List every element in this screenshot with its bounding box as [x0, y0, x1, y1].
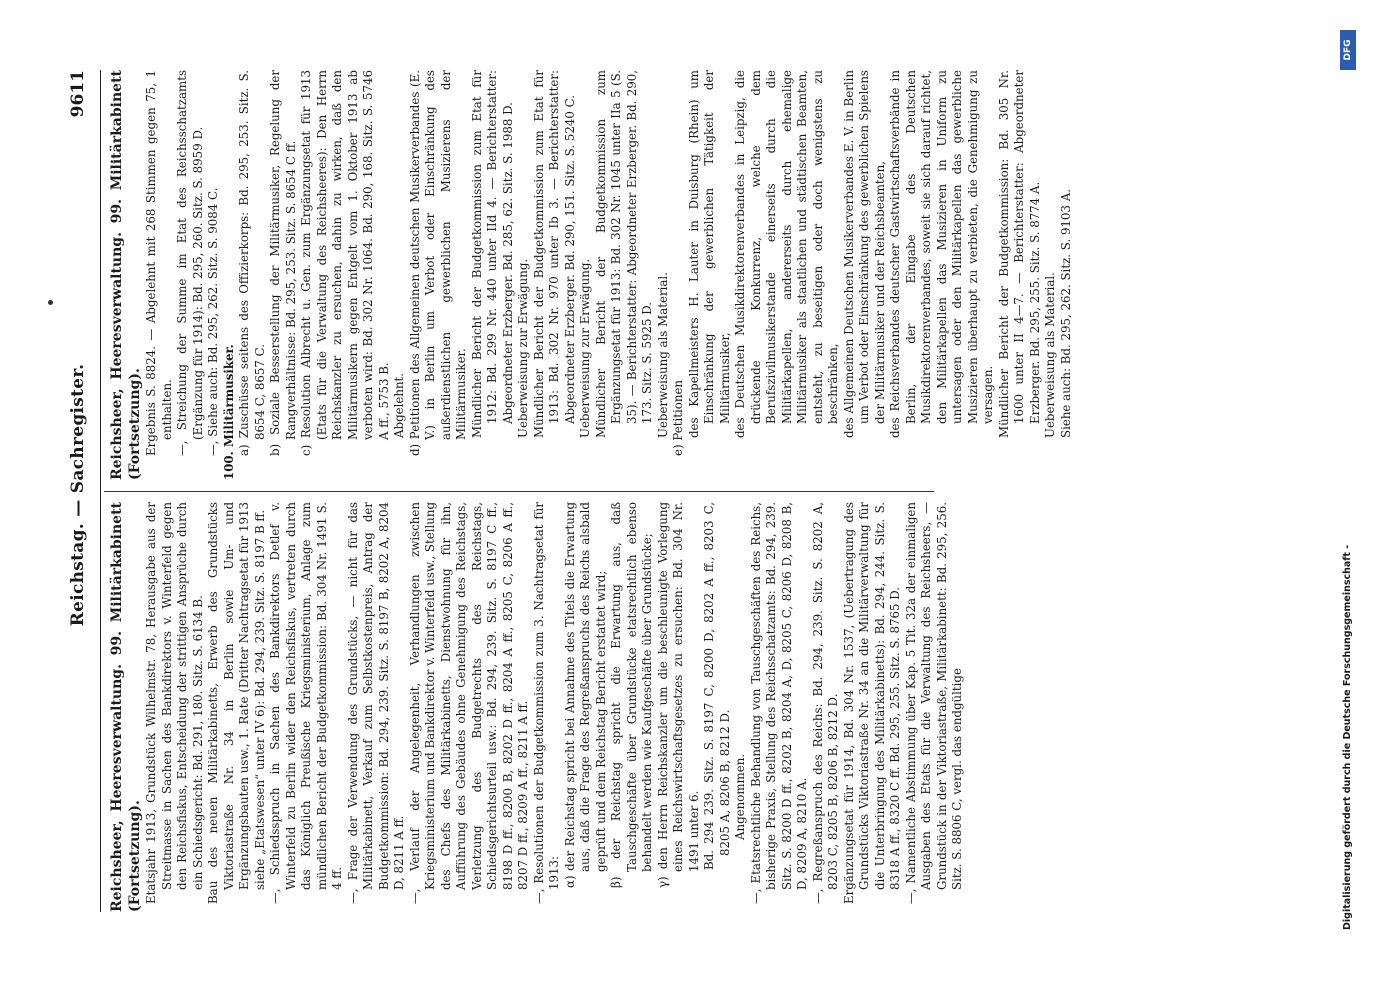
index-entry: a) Zuschüsse seitens des Offizierkorps: Bd. 295, 253. Sitz. S. 8654 C, 8657 C.: [237, 70, 267, 456]
index-entry: α) der Reichstag spricht bei Annahme des Titels die Erwartung aus, daß die Frage des Regreßanspruchs des Reichs alsbald geprüft und dem Reichstag Bericht erstattet wird;: [562, 502, 608, 888]
index-entry: c) Resolution Albrecht u. Gen. zum Ergänzungsetat für 1913 (Etats für die Verwaltung des Reichsheeres): Den Herrn Reichskanzler zu ersuchen, dahin zu wirken, daß den Militärmusikern gegen Entgelt vom 1. Oktober 1913 ab verboten wird: Bd. 302 Nr. 1064. Bd. 290, 168. Sitz. S. 5746 A ff., 5753 B.: [299, 70, 391, 456]
index-entry: β) der Reichstag spricht die Erwartung aus, daß Tauschgeschäfte über Grundstücke etatsrechtlich ebenso behandelt werden wie Kaufgeschäfte über Grundstücke;: [609, 502, 654, 888]
index-entry: Bau des neuen Militärkabinetts, Erwerb des Grundstücks Viktoriastraße Nr. 34 in Berlin sowie Um- und Ergänzungsbauten usw., 1. Rate (Dritter Nachtragsetat für 1913 siehe „Etatswesen“ unter IV 6): Bd. 294, 239. Sitz. S. 8197 B ff.: [206, 502, 267, 904]
index-entry: —, Verlauf der Angelegenheit, Verhandlungen zwischen Kriegsministerium und Bankdirektor v. Winterfeld usw., Stellung des Chefs des Militärkabinetts, Dienstwohnung für ihn, Aufführung des Gebäudes ohne Genehmigung des Reichstags, Verletzung des Budgetrechts des Reichstags, Schiedsgerichtsurteil usw.: Bd. 294, 239. Sitz. S. 8197 C ff., 8198 D ff., 8200 B, 8202 D ff., 8204 A ff., 8205 C, 8206 A ff., 8207 D ff., 8209 A ff., 8211 A ff.: [407, 502, 530, 904]
left-column: [108, 502, 968, 912]
running-title: Reichstag. — Sachregister.: [68, 363, 88, 627]
index-entry: —, Schiedsspruch in Sachen des Bankdirektors Detlef v. Winterfeld zu Berlin wider den Reichsfiskus, vertreten durch das Königlich Preußische Kriegsministerium, Anlage zum mündlichen Bericht der Budgetkommission: Bd. 304 Nr. 1491 S. 4 ff.: [268, 502, 344, 904]
dfg-logo: DFG: [1340, 30, 1356, 70]
index-entry: Mündlicher Bericht der Budgetkommission: Bd. 305 Nr. 1600 unter II 4—7. — Berichterstatter: Abgeordneter Erzberger. Bd. 295, 255. Sitz. S. 8774 A.: [996, 70, 1042, 438]
index-entry: —, Etatsrechtliche Behandlung von Tauschgeschäften des Reichs, bisherige Praxis, Stellung des Reichsschatzamts: Bd. 294, 239. Sitz. S. 8200 D ff., 8202 B, 8204 A, D, 8205 C, 8206 D, 8208 B, D, 8209 A, 8210 A.: [748, 502, 809, 904]
index-entry: des Kapellmeisters H. Lauter in Duisburg (Rhein) um Einschränkung der gewerblichen Tätigkeit der Militärmusiker,: [686, 70, 732, 438]
page-number: 9611: [68, 70, 88, 118]
index-entry: —, Frage der Verwendung des Grundstücks, — nicht für das Militärkabinett, Verkauf zum Selbstkostenpreis, Antrag der Budgetkommission: Bd. 294, 239. Sitz. S. 8197 B, 8202 A, 8204 D, 8211 A ff.: [345, 502, 406, 904]
index-entry: 100. Militärmusiker.: [221, 344, 236, 480]
page-header: [62, 70, 96, 920]
index-entry: Etatsjahr 1913, Grundstück Wilhelmstr. 78, Herausgabe aus der Streitmasse in Sachen des Bankdirektors v. Winterfeld gegen den Reichsfiskus, Entscheidung der strittigen Ansprüche durch ein Schiedsgericht: Bd. 291, 180. Sitz. S. 6134 B.: [144, 502, 205, 904]
index-entry: d) Petitionen des Allgemeinen deutschen Musikerverbandes (E. V.) in Berlin um Verbot oder Einschränkung des außerdienstlichen gewerblichen Musizierens der Militärmusiker.: [407, 70, 468, 456]
index-entry: Siehe auch: Bd. 295, 262. Sitz. S. 9103 A.: [1058, 189, 1073, 438]
header-rule: [100, 70, 101, 912]
column-separator: [104, 491, 934, 492]
index-entry: Ueberweisung zur Erwägung.: [516, 258, 530, 438]
index-entry: Abgelehnt.: [392, 372, 406, 438]
index-entry: Reichsheer, Heeresverwaltung. 99. Militärkabinett (Fortsetzung).: [109, 502, 143, 912]
index-entry: Mündlicher Bericht der Budgetkommission zum Ergänzungsetat für 1913: Bd. 302 Nr. 1045 unter IIa 5 (S. 35). — Berichterstatter: Abgeordneter Erzberger. Bd. 290, 173. Sitz. S. 5925 D.: [593, 70, 654, 438]
digitization-note: Digitalisierung gefördert durch die Deutsche Forschungsgemeinschaft -: [1342, 544, 1353, 930]
index-entry: b) Soziale Besserstellung der Militärmusiker, Regelung der Rangverhältnisse: Bd. 295, 253. Sitz. S. 8654 C ff.: [268, 70, 298, 456]
index-entry: Ueberweisung als Material.: [1043, 272, 1057, 438]
index-entry: des Reichsverbandes deutscher Gastwirtschaftsverbände in Berlin, der Eingabe des Deutschen Musikdirektorenverbandes, soweit sie sich darauf richtet, den Militärkapellen das Musizieren in Uniform zu untersagen oder den Militärkapellen das gewerbliche Musizieren überhaupt zu verbieten, die Genehmigung zu versagen.: [888, 70, 995, 438]
index-entry: γ) den Herrn Reichskanzler um die beschleunigte Vorlegung eines Reichswirtschaftsgesetzes zu ersuchen: Bd. 304 Nr. 1491 unter 6.: [655, 502, 701, 888]
index-entry: e) Petitionen: [671, 379, 685, 456]
index-entry: Reichsheer, Heeresverwaltung. 99. Militärkabinett (Fortsetzung).: [109, 70, 143, 480]
index-entry: —, Siehe auch: Bd. 295, 262. Sitz. S. 9084 C.: [206, 187, 220, 456]
digitization-footer: [1340, 30, 1358, 930]
index-entry: —, Namentliche Abstimmung über Kap. 5 Tit. 32a der einmaligen Ausgaben des Etats für die Verwaltung des Reichsheers, — Grundstück in der Viktoriastraße, Militärkabinett: Bd. 295, 256. Sitz. S. 8806 C, vergl. das endgültige: [903, 502, 964, 904]
index-entry: Ergänzungsetat für 1914, Bd. 304 Nr. 1537, (Uebertragung des Grundstücks Viktoriastraße Nr. 34 an die Militärverwaltung für die Unterbringung des Militärkabinetts): Bd. 294, 244. Sitz. S. 8318 A ff., 8320 C ff. Bd. 295, 255. Sitz. S. 8765 D.: [841, 502, 902, 904]
index-entry: Mündlicher Bericht der Budgetkommission zum Etat für 1912: Bd. 299 Nr. 440 unter IId 4. — Berichterstatter: Abgeordneter Erzberger. Bd. 285, 62. Sitz. S. 1988 D.: [469, 70, 515, 438]
index-entry: des Deutschen Musikdirektorenverbandes in Leipzig, die drückende Konkurrenz, welche dem Berufszivilmusikerstande einerseits durch die Militärkapellen, andererseits durch ehemalige Militärmusiker als staatlichen und städtischen Beamten, entsteht, zu beseitigen oder doch wenigstens zu beschränken,: [733, 70, 840, 438]
index-entry: des Allgemeinen Deutschen Musikerverbandes E. V. in Berlin um Verbot oder Einschränkung des gewerblichen Spielens der Militärmusiker und der Reichsbeamten,: [841, 70, 887, 438]
index-entry: Bd. 294 239. Sitz. S. 8197 C, 8200 D, 8202 A ff., 8203 C, 8205 A, 8206 B, 8212 D.: [702, 502, 732, 870]
index-entry: Mündlicher Bericht der Budgetkommission zum Etat für 1913: Bd. 302 Nr. 970 unter Ib 3. — Berichterstatter: Abgeordneter Erzberger. Bd. 290, 151. Sitz. S. 5240 C.: [531, 70, 577, 438]
index-entry: Angenommen.: [733, 753, 747, 840]
index-entry: Ergebnis S. 8824. — Abgelehnt mit 268 Stimmen gegen 75, 1 enthalten.: [144, 70, 174, 456]
index-entry: —, Streichung der Summe im Etat des Reichsschatzamts (Ergänzung für 1914): Bd. 295, 260. Sitz. S. 8959 D.: [175, 70, 205, 456]
index-entry: —, Regreßanspruch des Reichs: Bd. 294, 239. Sitz. S. 8202 A, 8203 C, 8205 B, 8206 B, 8212 D.: [810, 502, 840, 904]
index-entry: Ueberweisung zur Erwägung.: [578, 258, 592, 438]
index-entry: —, Resolutionen der Budgetkommission zum 3. Nachtragsetat für 1913:: [531, 502, 561, 904]
index-entry: Ueberweisung als Material.: [655, 272, 670, 438]
right-column: [108, 70, 1073, 480]
